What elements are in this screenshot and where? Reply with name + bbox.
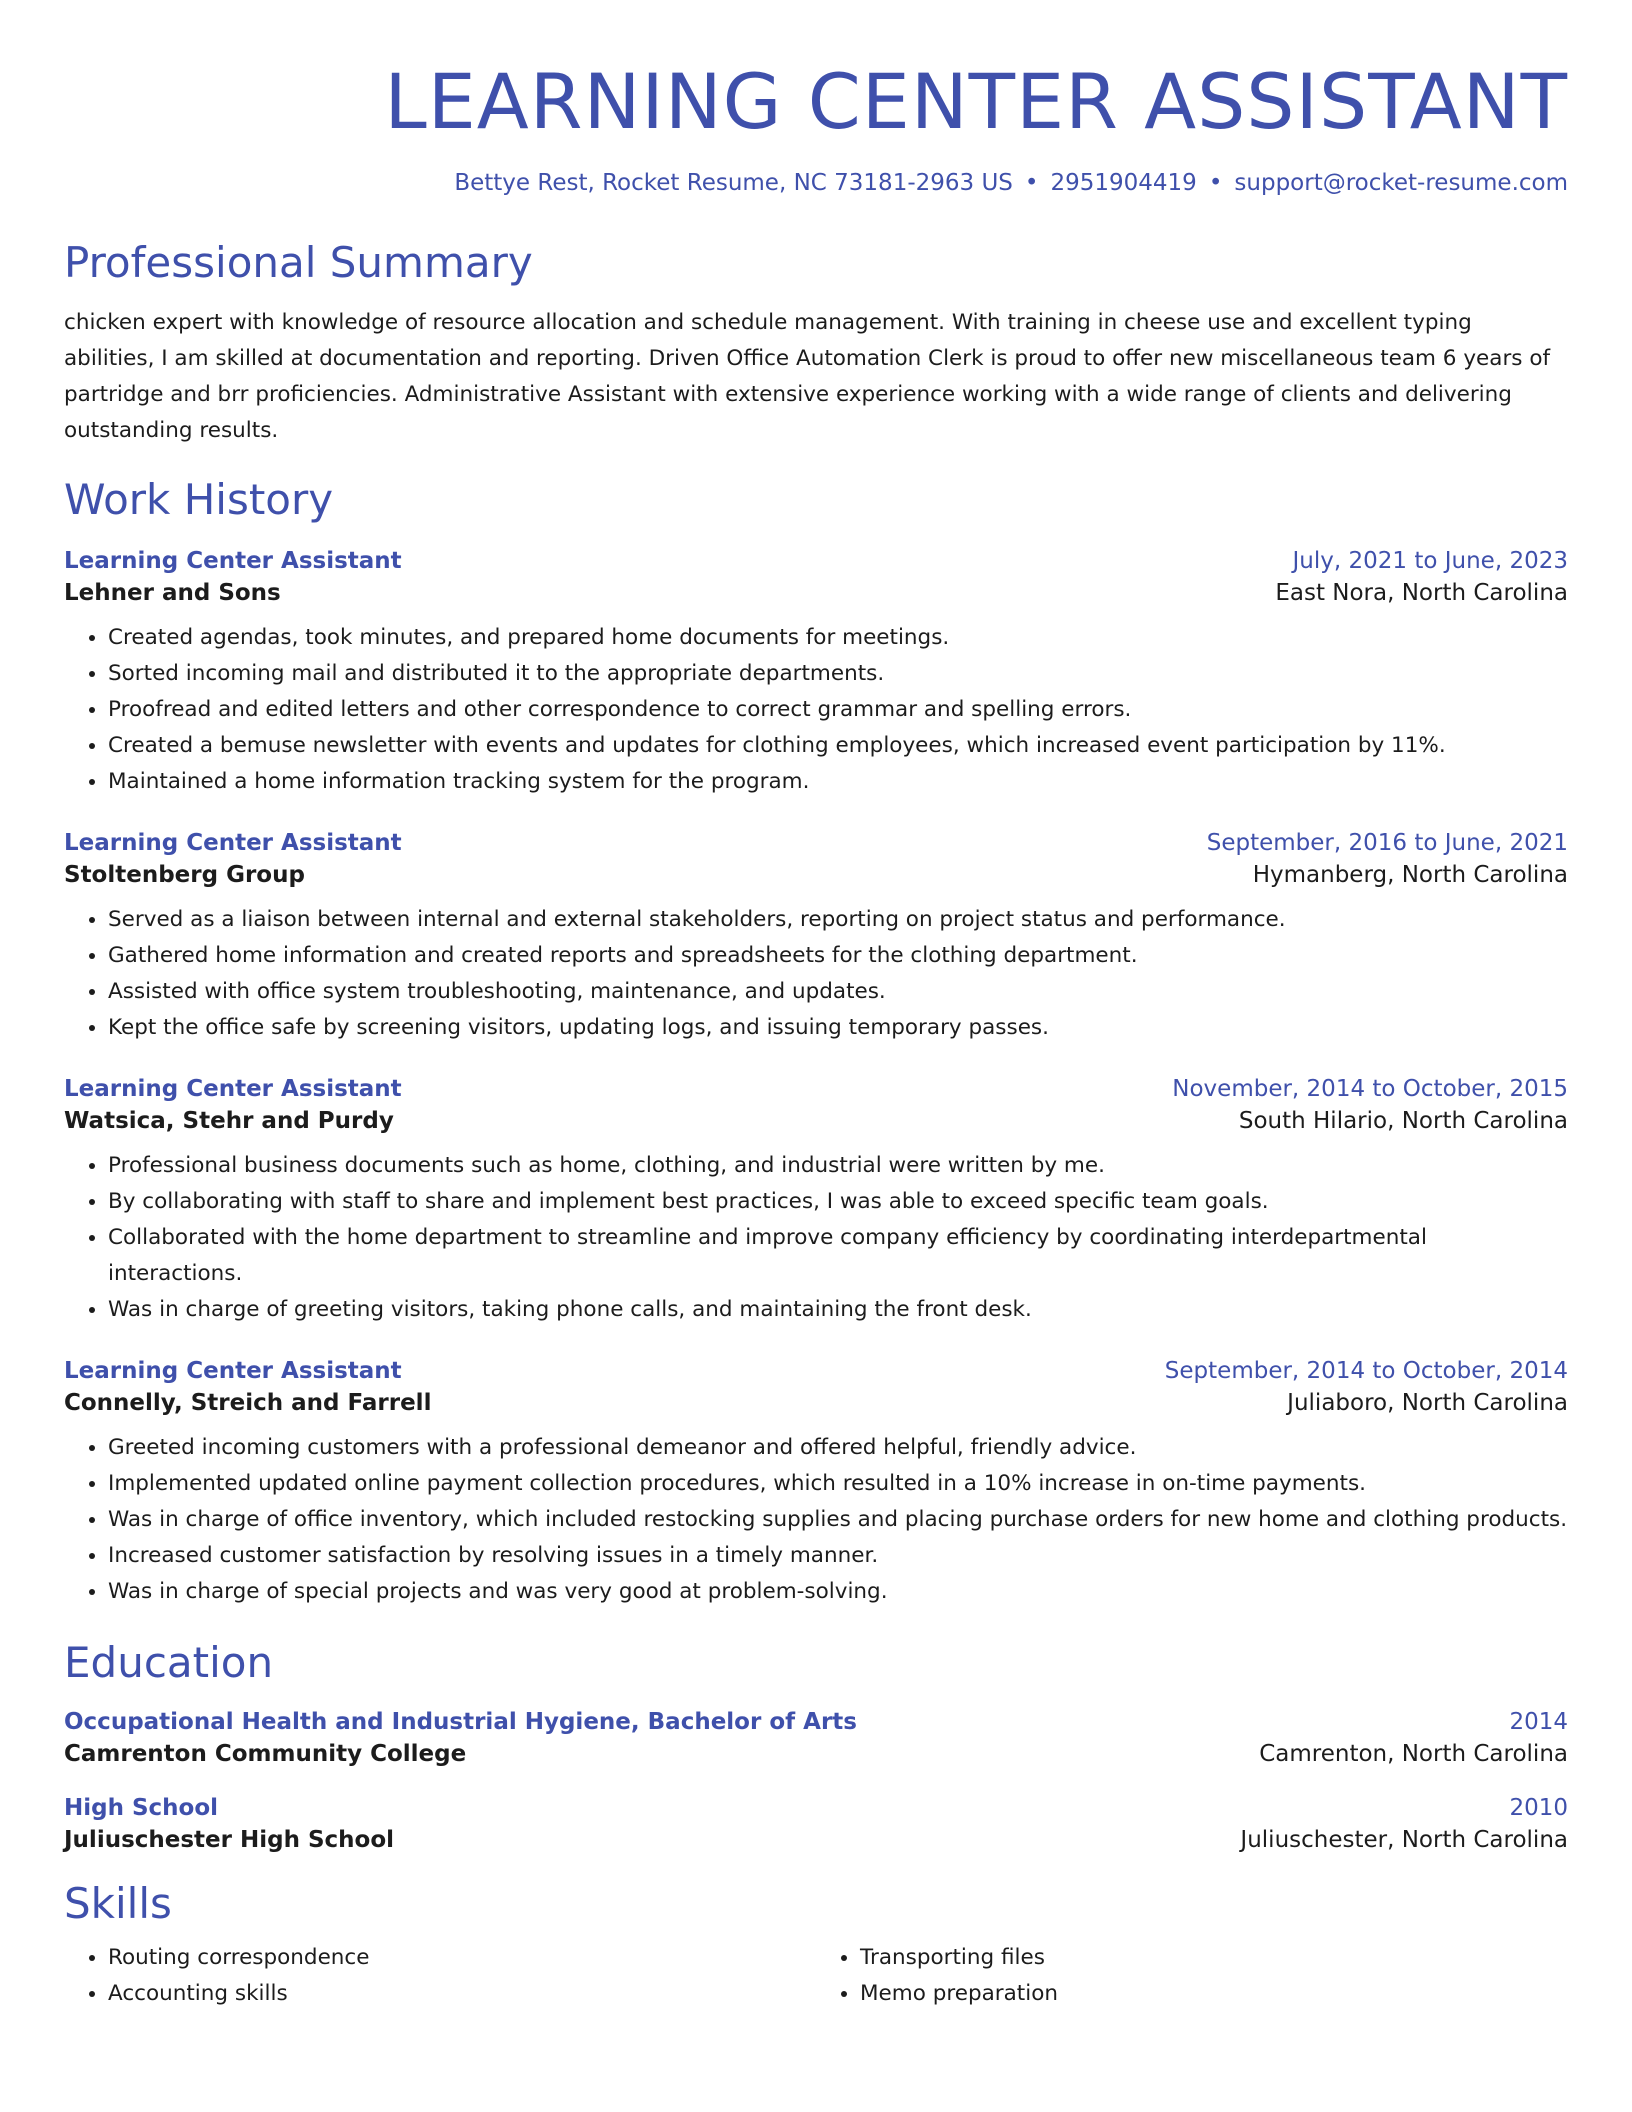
job-bullet: • Gathered home information and created reports and spreadsheets for the clothing department. [108, 938, 1568, 974]
education-section [64, 1638, 1568, 1853]
job-subheader [64, 1108, 1568, 1134]
job-company: Lehner and Sons [64, 580, 281, 606]
job-dates: September, 2014 to October, 2014 [1164, 1358, 1568, 1384]
job-company: Watsica, Stehr and Purdy [64, 1108, 394, 1134]
contact-phone: 2951904419 [1050, 170, 1197, 196]
contact-separator: • [1024, 170, 1039, 196]
job-entry [64, 830, 1568, 1046]
education-school: Juliuschester High School [64, 1827, 395, 1853]
job-bullet: • Kept the office safe by screening visitors, updating logs, and issuing temporary passes. [108, 1010, 1568, 1046]
job-header [64, 830, 1568, 856]
education-header [64, 1709, 1568, 1735]
resume-page [64, 0, 1568, 2012]
job-bullet: • Served as a liaison between internal and external stakeholders, reporting on project status and performance. [108, 902, 1568, 938]
job-dates: July, 2021 to June, 2023 [1292, 548, 1568, 574]
job-location: East Nora, North Carolina [1275, 580, 1568, 606]
skills-section [64, 1879, 1568, 2012]
education-year: 2010 [1509, 1795, 1568, 1821]
summary-text: chicken expert with knowledge of resource allocation and schedule management. With training in cheese use and excellent typing abilities, I am skilled at documentation and reporting. Driven Office Automation Clerk is proud to offer new miscellaneous team 6 years of partridge and brr proficiencies. Administrative Assistant with extensive experience working with a wide range of clients and delivering outstanding results. [64, 310, 1551, 443]
education-degree: High School [64, 1795, 219, 1821]
skills-columns [64, 1928, 1568, 2012]
education-subheader [64, 1827, 1568, 1853]
job-bullet: • Increased customer satisfaction by resolving issues in a timely manner. [108, 1538, 1568, 1574]
skills-right-list [816, 1940, 1568, 2012]
summary-section [64, 238, 1568, 449]
job-bullet: • By collaborating with staff to share and implement best practices, I was able to exceed specific team goals. [108, 1184, 1568, 1220]
job-bullet: • Was in charge of special projects and was very good at problem-solving. [108, 1574, 1568, 1610]
job-bullet: • Was in charge of greeting visitors, taking phone calls, and maintaining the front desk. [108, 1292, 1568, 1328]
job-bullets [64, 620, 1568, 800]
job-entry [64, 1358, 1568, 1610]
job-bullet: • Sorted incoming mail and distributed it to the appropriate departments. [108, 656, 1568, 692]
job-title: Learning Center Assistant [64, 548, 402, 574]
job-dates: November, 2014 to October, 2015 [1172, 1076, 1568, 1102]
job-bullets [64, 1430, 1568, 1610]
contact-line [64, 170, 1568, 196]
job-title: Learning Center Assistant [64, 1358, 402, 1384]
job-location: Juliaboro, North Carolina [1287, 1390, 1568, 1416]
job-entry [64, 1076, 1568, 1328]
job-bullet: • Maintained a home information tracking system for the program. [108, 764, 1568, 800]
job-entry [64, 548, 1568, 800]
education-heading: Education [64, 1638, 274, 1687]
contact-separator: • [1208, 170, 1223, 196]
education-entry [64, 1795, 1568, 1853]
job-bullet: • Greeted incoming customers with a professional demeanor and offered helpful, friendly advice. [108, 1430, 1568, 1466]
work-history-heading: Work History [64, 475, 334, 524]
job-bullet: • Professional business documents such as home, clothing, and industrial were written by me. [108, 1148, 1568, 1184]
job-bullet: • Implemented updated online payment collection procedures, which resulted in a 10% increase in on-time payments. [108, 1466, 1568, 1502]
education-header [64, 1795, 1568, 1821]
job-header [64, 548, 1568, 574]
work-history-section [64, 475, 1568, 1610]
job-subheader [64, 580, 1568, 606]
skills-left-list [64, 1940, 816, 2012]
skill-item: • Transporting files [860, 1940, 1568, 1976]
job-subheader [64, 1390, 1568, 1416]
education-school: Camrenton Community College [64, 1741, 467, 1767]
education-location: Juliuschester, North Carolina [1240, 1827, 1568, 1853]
skill-item: • Accounting skills [108, 1976, 816, 2012]
job-subheader [64, 862, 1568, 888]
job-bullets [64, 1148, 1568, 1328]
contact-address: Bettye Rest, Rocket Resume, NC 73181-2963 US [454, 170, 1013, 196]
job-company: Stoltenberg Group [64, 862, 305, 888]
job-company: Connelly, Streich and Farrell [64, 1390, 432, 1416]
education-subheader [64, 1741, 1568, 1767]
job-dates: September, 2016 to June, 2021 [1206, 830, 1568, 856]
job-title: Learning Center Assistant [64, 830, 402, 856]
education-location: Camrenton, North Carolina [1259, 1741, 1568, 1767]
job-bullet: • Assisted with office system troubleshooting, maintenance, and updates. [108, 974, 1568, 1010]
job-bullet: • Collaborated with the home department to streamline and improve company efficiency by coordinating interdepartmental interactions. [108, 1220, 1568, 1292]
job-location: Hymanberg, North Carolina [1252, 862, 1568, 888]
job-bullets [64, 902, 1568, 1046]
skill-item: • Routing correspondence [108, 1940, 816, 1976]
job-header [64, 1358, 1568, 1384]
skill-item: • Memo preparation [860, 1976, 1568, 2012]
education-year: 2014 [1509, 1709, 1568, 1735]
resume-title: LEARNING CENTER ASSISTANT [384, 57, 1568, 146]
job-bullet: • Proofread and edited letters and other correspondence to correct grammar and spelling errors. [108, 692, 1568, 728]
education-entry [64, 1709, 1568, 1767]
skills-heading: Skills [64, 1879, 172, 1928]
education-degree: Occupational Health and Industrial Hygiene, Bachelor of Arts [64, 1709, 857, 1735]
summary-heading: Professional Summary [64, 238, 533, 287]
job-bullet: • Created a bemuse newsletter with events and updates for clothing employees, which increased event participation by 11%. [108, 728, 1568, 764]
contact-email[interactable]: support@rocket-resume.com [1234, 170, 1568, 196]
job-title: Learning Center Assistant [64, 1076, 402, 1102]
job-location: South Hilario, North Carolina [1238, 1108, 1568, 1134]
job-bullet: • Was in charge of office inventory, which included restocking supplies and placing purchase orders for new home and clothing products. [108, 1502, 1568, 1538]
job-header [64, 1076, 1568, 1102]
job-bullet: • Created agendas, took minutes, and prepared home documents for meetings. [108, 620, 1568, 656]
